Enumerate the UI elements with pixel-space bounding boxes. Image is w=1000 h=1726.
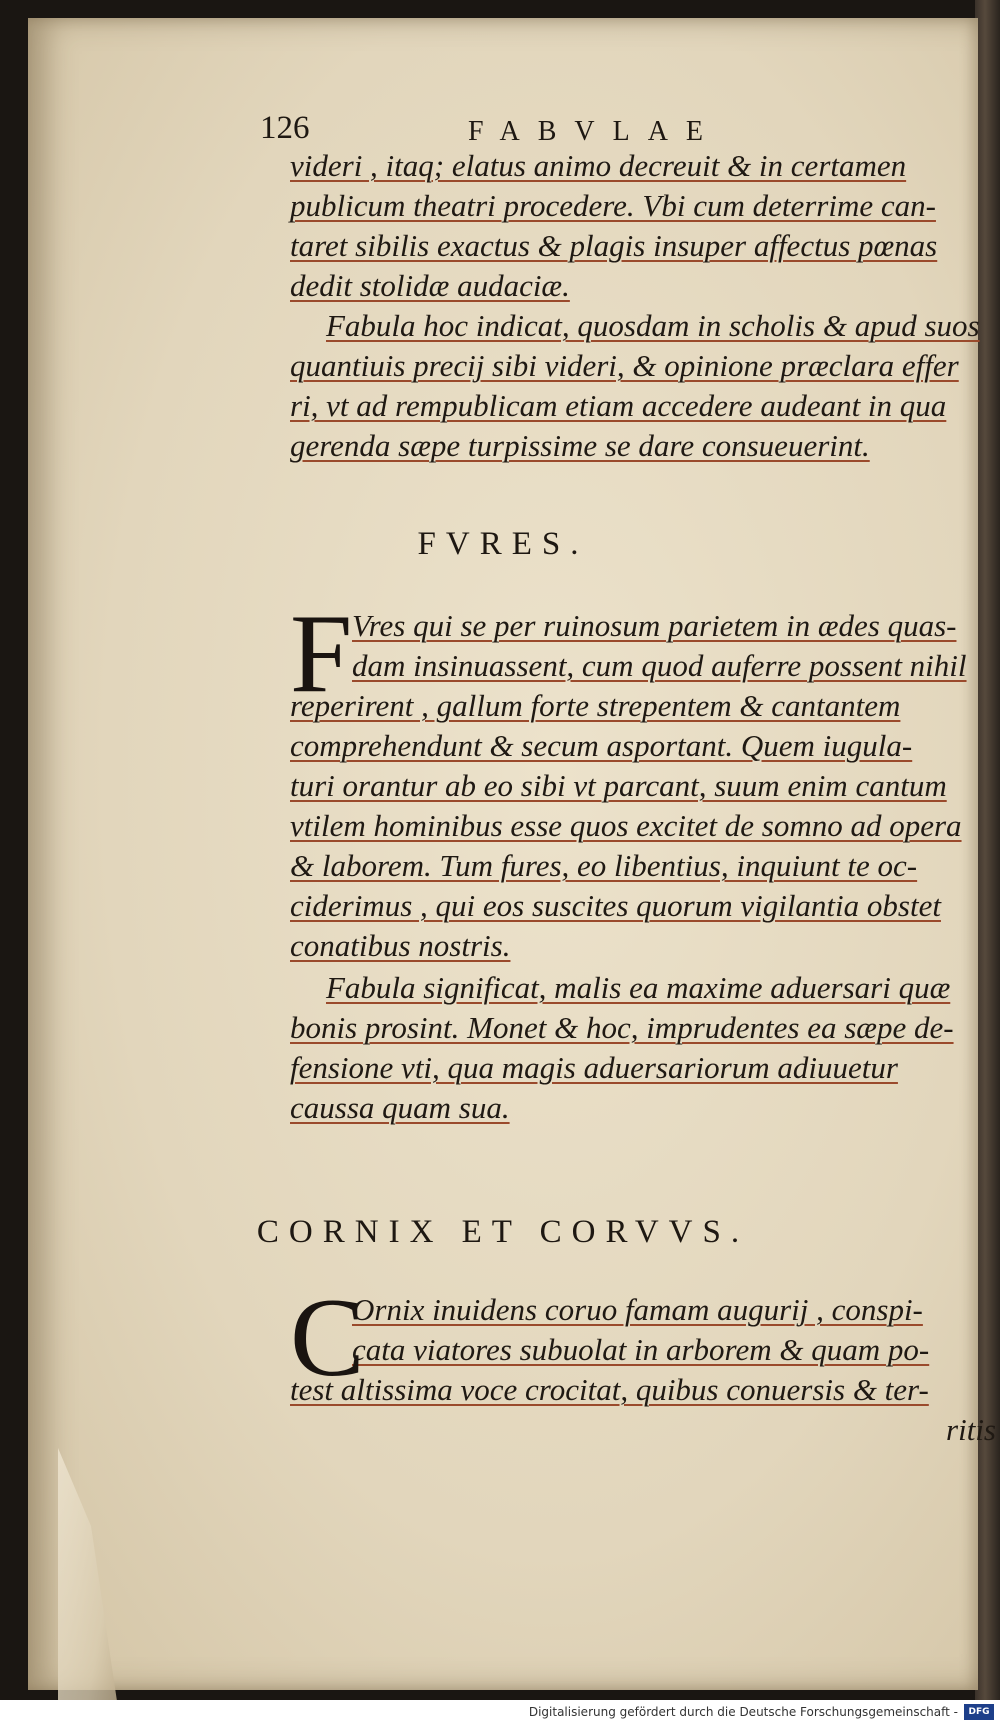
text-line: Ornix inuidens coruo famam augurij , conspi- (352, 1292, 923, 1327)
text-line: ciderimus , qui eos suscites quorum vigilantia obstet (290, 888, 941, 923)
page-number: 126 (260, 110, 310, 146)
drop-cap-letter: C (290, 1276, 365, 1400)
text-line: caussa quam sua. (290, 1090, 510, 1125)
catchword: ritis (946, 1412, 996, 1447)
text-line: & laborem. Tum fures, eo libentius, inquiunt te oc- (290, 848, 918, 883)
fable-fures (290, 592, 996, 1128)
page-corner-fold (58, 1448, 118, 1708)
text-line: conatibus nostris. (290, 928, 511, 963)
text-line: turi orantur ab eo sibi vt parcant, suum enim cantum (290, 768, 947, 803)
page-header (28, 110, 978, 150)
section-title-fures: FVRES. (417, 526, 589, 562)
text-line: comprehendunt & secum asportant. Quem iugula- (290, 728, 913, 763)
text-line: videri , itaq; elatus animo decreuit & in certamen (290, 148, 907, 183)
text-line: Fabula hoc indicat, quosdam in scholis & apud suos (326, 308, 980, 343)
text-line: dam insinuassent, cum quod auferre possent nihil (352, 648, 967, 683)
fable-moral (290, 968, 996, 1008)
section-title-cornix: CORNIX ET CORVVS. (256, 1214, 750, 1250)
dfg-logo: DFG (964, 1704, 994, 1720)
fable-cornix (290, 1276, 996, 1450)
funding-credit: Digitalisierung gefördert durch die Deutsche Forschungsgemeinschaft - (528, 1705, 958, 1719)
fable-moral (290, 306, 996, 346)
text-line: taret sibilis exactus & plagis insuper affectus pœnas (290, 228, 938, 263)
text-line: bonis prosint. Monet & hoc, imprudentes ea sæpe de- (290, 1010, 954, 1045)
text-line: Vres qui se per ruinosum parietem in ædes quas- (352, 608, 957, 643)
text-line: reperirent , gallum forte strepentem & cantantem (290, 688, 901, 723)
text-line: Fabula significat, malis ea maxime aduersari quæ (326, 970, 951, 1005)
text-line: cata viatores subuolat in arborem & quam po- (352, 1332, 930, 1367)
text-line: publicum theatri procedere. Vbi cum deterrime can- (290, 188, 936, 223)
text-line: fensione vti, qua magis aduersariorum adiuuetur (290, 1050, 898, 1085)
digitization-footer (0, 1700, 1000, 1726)
book-page (28, 18, 996, 1690)
text-line: ri, vt ad rempublicam etiam accedere audeant in qua (290, 388, 947, 423)
text-line: dedit stolidæ audaciæ. (290, 268, 570, 303)
text-line: quantiuis precij sibi videri, & opinione præclara effer (290, 348, 959, 383)
text-line: gerenda sæpe turpissime se dare consueuerint. (290, 428, 870, 463)
drop-cap-letter: F (290, 592, 353, 716)
text-line: vtilem hominibus esse quos excitet de somno ad opera (290, 808, 962, 843)
text-line: test altissima voce crocitat, quibus conuersis & ter- (290, 1372, 929, 1407)
running-title: FABVLAE (468, 116, 722, 147)
fable-continuation (290, 146, 996, 466)
